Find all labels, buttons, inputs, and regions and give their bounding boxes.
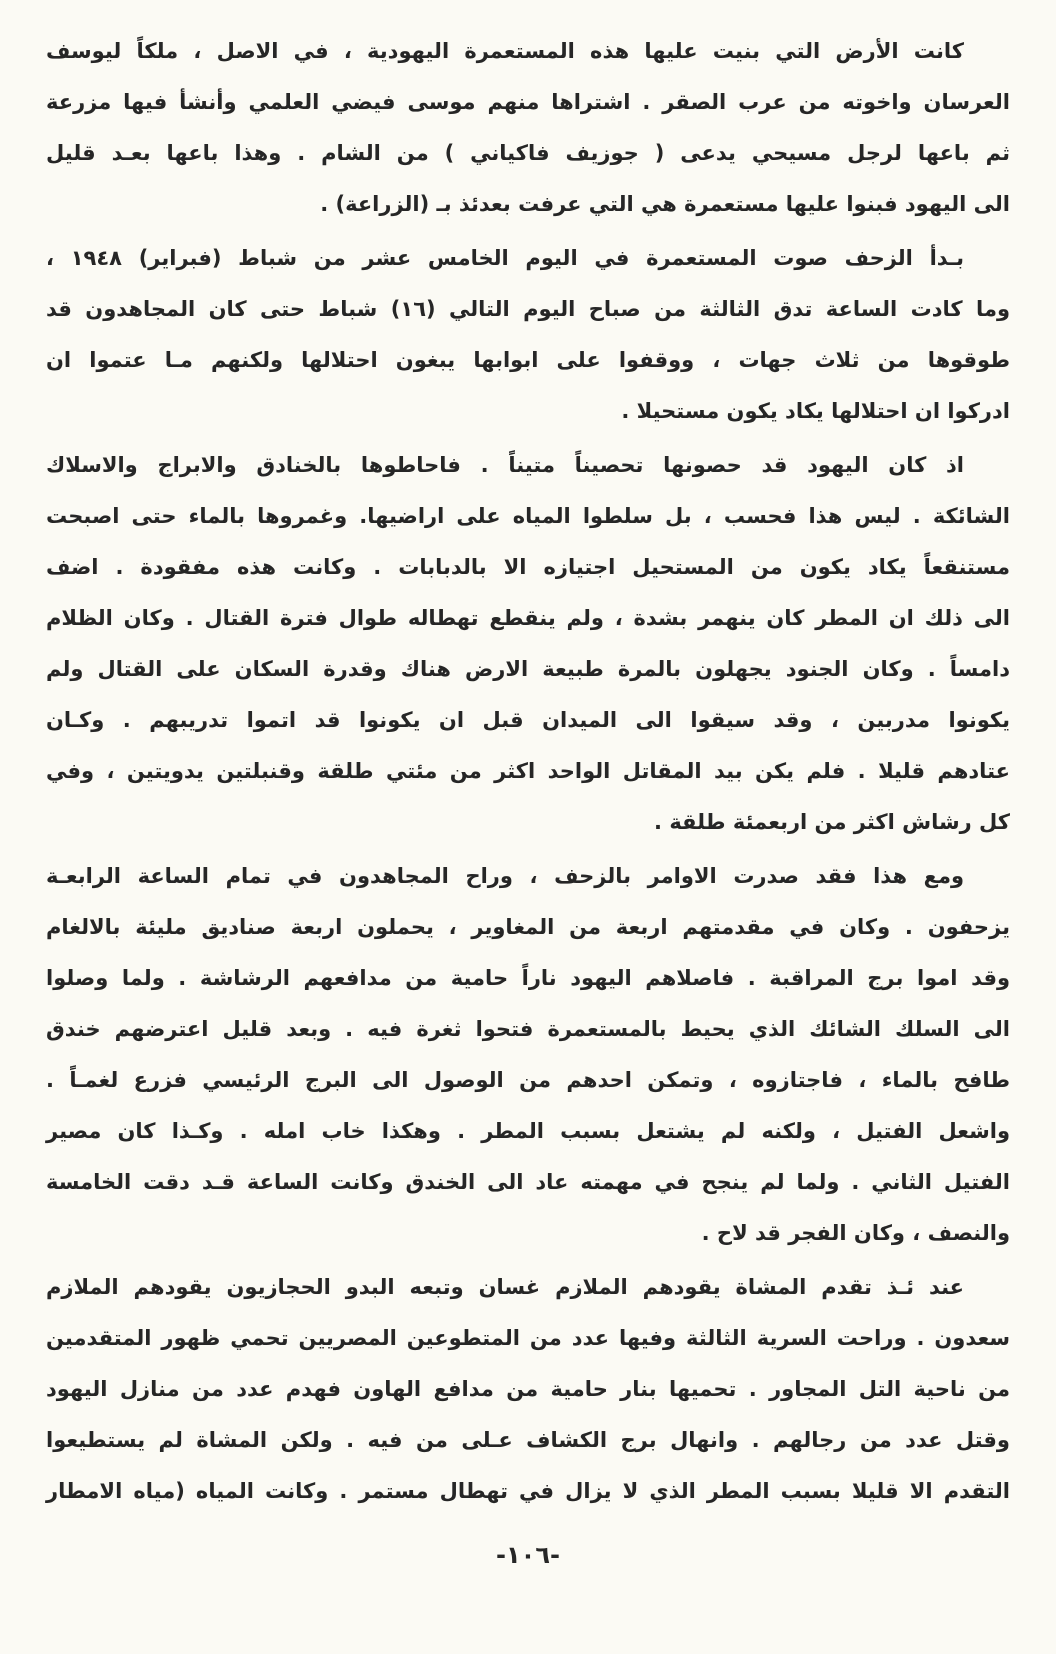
text-line: الى السلك الشائك الذي يحيط بالمستعمرة فتحوا ثغرة فيه . وبعد قليل اعترضهم خندق	[46, 1017, 1010, 1041]
text-line: الشائكة . ليس هذا فحسب ، بل سلطوا المياه على اراضيها. وغمروها بالماء حتى اصبحت	[46, 504, 1010, 528]
text-line: كل رشاش اكثر من اربعمئة طلقة .	[654, 810, 1010, 834]
text-line: الى اليهود فبنوا عليها مستعمرة هي التي عرفت بعدئذ بـ (الزراعة) .	[320, 192, 1010, 216]
text-line: وقد اموا برج المراقبة . فاصلاهم اليهود ناراً حامية من مدافعهم الرشاشة . ولما وصلوا	[46, 966, 1010, 990]
text-line: والنصف ، وكان الفجر قد لاح .	[701, 1221, 1010, 1245]
text-line: وما كادت الساعة تدق الثالثة من صباح اليوم التالي (١٦) شباط حتى كان المجاهدون قد	[46, 297, 1010, 321]
text-line: من ناحية التل المجاور . تحميها بنار حامية من مدافع الهاون فهدم عدد من منازل اليهود	[46, 1377, 1010, 1401]
paragraph	[46, 440, 1010, 848]
paragraph	[46, 233, 1010, 437]
text-line: سعدون . وراحت السرية الثالثة وفيها عدد من المتطوعين المصريين تحمي ظهور المتقدمين	[46, 1326, 1010, 1350]
paragraph	[46, 26, 1010, 230]
page-number: -١٠٦-	[496, 1541, 560, 1569]
text-line: يزحفون . وكان في مقدمتهم اربعة من المغاوير ، يحملون اربعة صناديق مليئة بالالغام	[46, 915, 1010, 939]
text-line: ثم باعها لرجل مسيحي يدعى ( جوزيف فاكياني ) من الشام . وهذا باعها بعـد قليل	[46, 141, 1010, 165]
text-line: العرسان واخوته من عرب الصقر . اشتراها منهم موسى فيضي العلمي وأنشأ فيها مزرعة	[46, 90, 1010, 114]
text-line: اذ كان اليهود قد حصونها تحصيناً متيناً . فاحاطوها بالخنادق والابراج والاسلاك	[46, 453, 964, 477]
text-line: بـدأ الزحف صوت المستعمرة في اليوم الخامس عشر من شباط (فبراير) ١٩٤٨ ،	[46, 246, 964, 270]
text-line: يكونوا مدربين ، وقد سيقوا الى الميدان قبل ان يكونوا قد اتموا تدريبهم . وكـان	[46, 708, 1010, 732]
text-line: ومع هذا فقد صدرت الاوامر بالزحف ، وراح المجاهدون في تمام الساعة الرابعـة	[46, 864, 964, 888]
text-line: عتادهم قليلا . فلم يكن بيد المقاتل الواحد اكثر من مئتي طلقة وقنبلتين يدويتين ، وفي	[46, 759, 1010, 783]
text-line: عند ئـذ تقدم المشاة يقودهم الملازم غسان وتبعه البدو الحجازيون يقودهم الملازم	[46, 1275, 964, 1299]
text-line: كانت الأرض التي بنيت عليها هذه المستعمرة اليهودية ، في الاصل ، ملكاً ليوسف	[46, 39, 964, 63]
text-line: الى ذلك ان المطر كان ينهمر بشدة ، ولم ينقطع تهطاله طوال فترة القتال . وكان الظلام	[46, 606, 1010, 630]
text-line: طوقوها من ثلاث جهات ، ووقفوا على ابوابها يبغون احتلالها ولكنهم مـا عتموا ان	[46, 348, 1010, 372]
text-line: دامساً . وكان الجنود يجهلون بالمرة طبيعة الارض هناك وقدرة السكان على القتال ولم	[46, 657, 1010, 681]
text-line: ادركوا ان احتلالها يكاد يكون مستحيلا .	[621, 399, 1010, 423]
paragraph	[46, 1262, 1010, 1517]
text-line: واشعل الفتيل ، ولكنه لم يشتعل بسبب المطر . وهكذا خاب امله . وكـذا كان مصير	[46, 1119, 1010, 1143]
text-line: التقدم الا قليلا بسبب المطر الذي لا يزال في تهطال مستمر . وكانت المياه (مياه الامطار	[46, 1479, 1010, 1503]
text-line: مستنقعاً يكاد يكون من المستحيل اجتيازه الا بالدبابات . وكانت هذه مفقودة . اضف	[46, 555, 1010, 579]
text-line: وقتل عدد من رجالهم . وانهال برج الكشاف عـلى من فيه . ولكن المشاة لم يستطيعوا	[46, 1428, 1010, 1452]
text-line: طافح بالماء ، فاجتازوه ، وتمكن احدهم من الوصول الى البرج الرئيسي فزرع لغمـاً .	[46, 1068, 1010, 1092]
paragraph	[46, 851, 1010, 1259]
text-line: الفتيل الثاني . ولما لم ينجح في مهمته عاد الى الخندق وكانت الساعة قـد دقت الخامسة	[46, 1170, 1010, 1194]
